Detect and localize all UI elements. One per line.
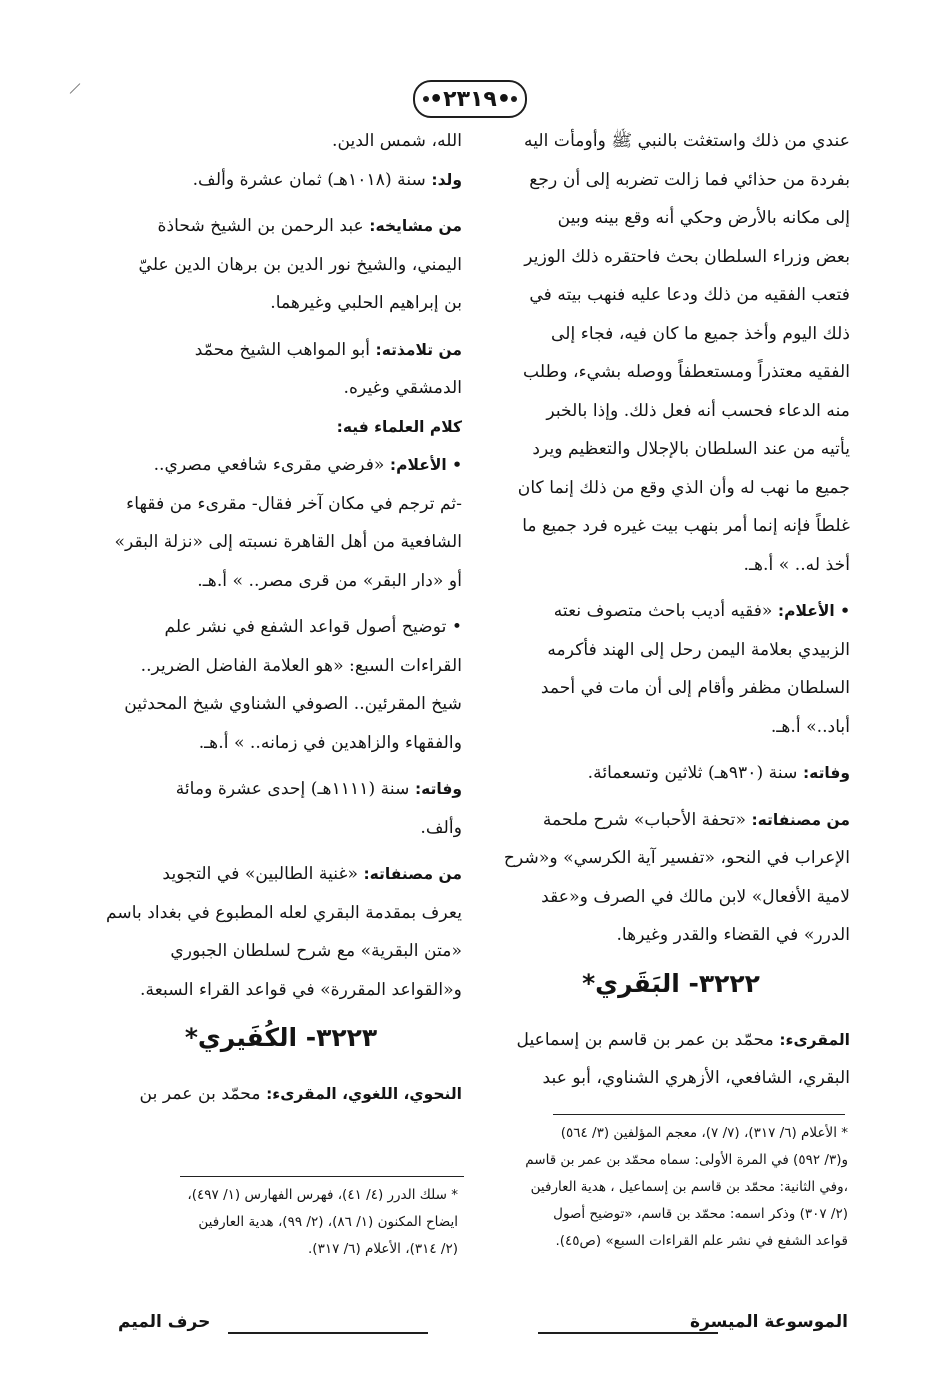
works-line: من مصنفاته: «غنية الطالبين» في التجويد: [162, 864, 462, 884]
text-line: و«القواعد المقررة» في قواعد القراء السبعة.: [140, 979, 462, 1000]
footnote-line: ايضاح المكنون (١/ ٨٦)، (٢/ ٩٩)، هدية العارفين: [198, 1214, 458, 1230]
text-line: -ثم ترجم في مكان آخر فقال- مقرىء من فقهاء: [126, 493, 462, 514]
text-line: أو «دار البقر» من قرى مصر.. » أ.هـ.: [197, 570, 462, 591]
text-line: الدمشقي وغيره.: [343, 378, 462, 398]
left-column: [100, 122, 462, 1114]
text-line: الزبيدي بعلامة اليمن رحل إلى الهند فأكرمه: [547, 639, 850, 660]
right-column: [492, 122, 850, 1098]
death-line: وفاته: سنة (١١١١هـ) إحدى عشرة ومائة: [175, 779, 462, 799]
footnote-line: قواعد الشفع في نشر علم القراءات السبع» (ص٤٥).: [555, 1233, 848, 1249]
works-label: من مصنفاته:: [751, 810, 850, 829]
book-title: الموسوعة الميسرة: [690, 1312, 848, 1332]
text-line: بن إبراهيم الحلبي وغيرهما.: [270, 293, 462, 313]
works-label: من مصنفاته:: [363, 865, 462, 883]
born-label: ولد:: [431, 170, 462, 189]
students-line: من تلامذته: أبو المواهب الشيخ محمّد: [194, 339, 462, 360]
text-line: اليمني، والشيخ نور الدين بن برهان الدين عليّ: [138, 254, 462, 275]
footnote-divider: [180, 1176, 464, 1177]
text-line: السلطان مظفر وأقام إلى أن مات في أحمد: [540, 678, 850, 698]
text-line: يأتيه من عند السلطان بالإجلال والتعظيم ويرد: [532, 439, 850, 459]
footnote-line: * الأعلام (٦/ ٣١٧)، (٧/ ٧)، معجم المؤلفين (٣/ ٥٦٤): [560, 1125, 848, 1141]
text-line: إلى مكانه بالأرض وحكي أنه وقع بينه وبين: [557, 208, 850, 228]
death-label: وفاته:: [414, 780, 462, 798]
text-line: عندي من ذلك واستغثت بالنبي ﷺ وأومأت اليه: [524, 131, 850, 151]
entry-heading-3223: ٣٢٢٣- الكُفَيري*: [184, 1023, 378, 1052]
text-line: أخذ له.. » أ.هـ.: [743, 554, 850, 575]
text-line: لامية الأفعال» لابن مالك في الصرف و«عقد: [541, 886, 850, 907]
section-title: حرف الميم: [118, 1312, 211, 1332]
students-label: من تلامذته:: [375, 340, 462, 359]
footnotes-left: [187, 1182, 458, 1263]
footnote-divider: [553, 1114, 845, 1115]
footnote-line: (٢/ ٣٠٧) وذكر اسمه: محمّد بن قاسم، «توضيح أصول: [553, 1206, 848, 1222]
text-line: الله، شمس الدين.: [331, 131, 462, 151]
text-line: بعض وزراء السلطان بحث فاحتقره ذلك الوزير: [524, 246, 850, 267]
text-line: • توضيح أصول قواعد الشفع في نشر علم: [164, 617, 462, 637]
footer-rule: [228, 1332, 428, 1334]
teachers-label: من مشايخه:: [369, 217, 462, 235]
alam-quote-line: • الأعلام: «فقيه أديب باحث متصوف نعته: [553, 601, 850, 621]
entry-label: المقرىء:: [779, 1030, 850, 1049]
death-label: وفاته:: [802, 764, 850, 782]
footnote-line: * سلك الدرر (٤/ ٤١)، فهرس الفهارس (١/ ٤٩٧)،: [187, 1187, 458, 1203]
alam-label: • الأعلام:: [777, 602, 850, 620]
death-line: وفاته: سنة (٩٣٠هـ) ثلاثين وتسعمائة.: [587, 763, 850, 783]
text-line: بفردة من حذائي فما زالت تضربه إلى أن رجع: [529, 169, 850, 190]
text-line: ذلك اليوم وأخذ جميع ما كان فيه، فجاء إلى: [550, 323, 850, 344]
text-line: شيخ المقرئين.. الصوفي الشناوي شيخ المحدثين: [124, 694, 462, 714]
text-line: يعرف بمقدمة البقري لعله المطبوع في بغداد باسم: [105, 902, 462, 923]
page-number: •٢٣١٩•: [413, 80, 527, 118]
text-line: والفقهاء والزاهدين في زمانه.. » أ.هـ.: [198, 732, 462, 753]
footnotes-right: [490, 1120, 848, 1255]
works-line: من مصنفاته: «تحفة الأحباب» شرح ملحمة: [542, 809, 850, 830]
entry-name-line: النحوي، اللغوي، المقرىء: محمّد بن عمر بن: [139, 1084, 462, 1104]
teachers-line: من مشايخه: عبد الرحمن بن الشيخ شحاذة: [157, 216, 462, 236]
footnote-line: (٢/ ٣١٤)، الأعلام (٦/ ٣١٧).: [308, 1241, 458, 1257]
text-line: فتعب الفقيه من ذلك ودعا عليه فنهب بيته في: [529, 285, 850, 305]
text-line: جميع ما نهب له وأن الذي وقع من ذلك إنما كان: [517, 477, 850, 498]
text-line: الإعراب في النحو، «تفسير آية الكرسي» و«شرح: [503, 848, 850, 868]
text-line: منه الدعاء فحسب أنه فعل ذلك. وإذا بالخبر: [546, 400, 850, 421]
text-line: وألف.: [420, 817, 462, 838]
footnote-line: و(٣/ ٥٩٢) في المرة الأولى: سماه محمّد بن عمر بن قاسم: [525, 1152, 848, 1168]
text-line: الشافعية من أهل القاهرة نسبته إلى «نزلة البقر»: [114, 532, 462, 552]
scholars-heading: كلام العلماء فيه:: [336, 417, 462, 436]
alam-label: • الأعلام:: [389, 456, 462, 474]
margin-pen-mark: [70, 83, 81, 94]
text-line: غلطاً فإنه إنما أمر بنهب بيت غيره فرد جميع ما: [522, 516, 850, 536]
entry-heading-3222: ٣٢٢٢- البَقَري*: [582, 968, 760, 998]
text-line: البقري، الشافعي، الأزهري الشناوي، أبو عبد: [542, 1068, 850, 1088]
text-line: «متن البقرية» مع شرح لسلطان الجبوري: [170, 941, 462, 961]
text-line: أباد..» أ.هـ.: [770, 716, 850, 737]
text-line: الدرر» في القضاء والقدر وغيرها.: [616, 925, 850, 945]
page-footer: [118, 1312, 848, 1342]
entry-label: النحوي، اللغوي، المقرىء:: [266, 1085, 462, 1103]
entry-name-line: المقرىء: محمّد بن عمر بن قاسم بن إسماعيل: [516, 1029, 850, 1050]
text-line: القراءات السبع: «هو العلامة الفاضل الضرير..: [140, 655, 462, 676]
text-line: الفقيه معتذراً ومستعطفاً ووصله بشيء، وطلب: [523, 362, 850, 382]
footer-rule: [538, 1332, 718, 1334]
born-line: ولد: سنة (١٠١٨هـ) ثمان عشرة وألف.: [192, 169, 462, 190]
alam-quote-line: • الأعلام: «فرضي مقرىء شافعي مصري..: [153, 455, 462, 475]
footnote-line: ،وفي الثانية: محمّد بن قاسم بن إسماعيل ، هدية العارفين: [530, 1179, 848, 1195]
